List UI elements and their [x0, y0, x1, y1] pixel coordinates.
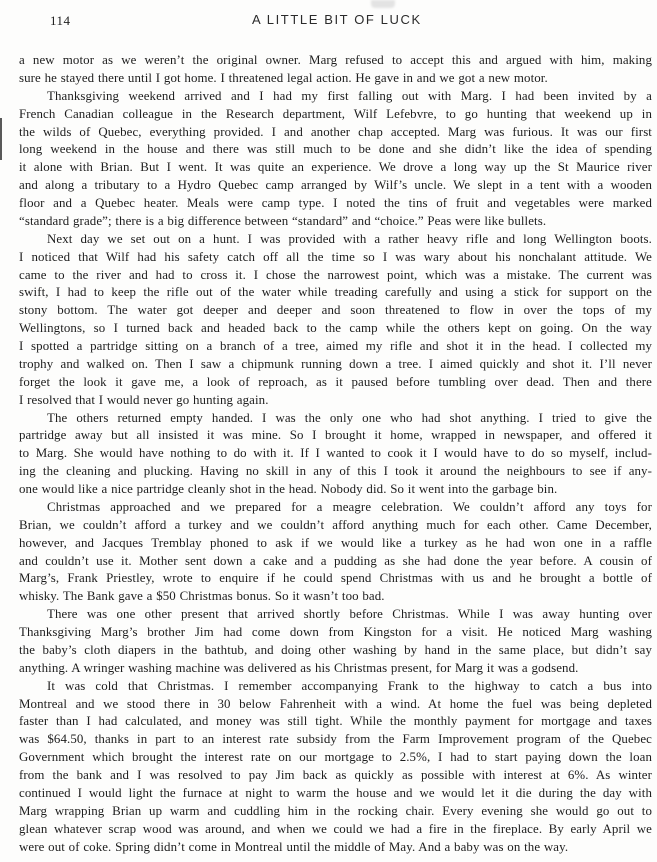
text-line: sure he stayed there until I got home. I threatened legal action. He gave in and we got a new motor.: [19, 70, 548, 85]
page-header: [0, 12, 657, 30]
scan-artifact-left-edge: [0, 118, 2, 160]
text-line: I resolved that I would never go hunting again.: [19, 392, 269, 407]
text-line: I noticed that Wilf had his safety catch off all the time so I was wary about his nonchalant attitude. We: [19, 249, 652, 264]
text-line: I spotted a partridge sitting on a branch of a tree, aimed my rifle and shot it in the head. I collected my: [19, 339, 652, 353]
text-line: whisky. The Bank gave a $50 Christmas bonus. So it wasn’t too bad.: [19, 589, 385, 604]
text-line: long weekend in the house and there was still much to be done and she didn’t like the idea of spending: [19, 142, 652, 157]
text-line: Government which brought the interest rate on our mortgage to 2.5%, I had to start paying down the loan: [19, 750, 652, 765]
scan-artifact-top-smudge: [371, 0, 395, 8]
running-title: A LITTLE BIT OF LUCK: [252, 12, 422, 27]
text-line: faster than I had calculated, and money was still tight. While the monthly payment for mortgage and taxes: [19, 714, 652, 729]
text-line: French Canadian colleague in the Research department, Wilf Lefebvre, to go hunting that weekend up in: [19, 106, 652, 121]
page-body: [19, 52, 652, 856]
text-line: to Marg. She would have nothing to do with it. If I wanted to cook it I would have to do so myself, includ-: [19, 446, 652, 461]
text-line: Thanksgiving Marg’s brother Jim had come down from Kingston for a visit. He noticed Marg washing: [19, 625, 652, 639]
text-line: The others returned empty handed. I was the only one who had shot anything. I tried to give the: [47, 410, 652, 425]
text-line: came to the river and had to cross it. I chose the narrowest point, which was a mistake. The current was: [19, 267, 652, 282]
text-line: Next day we set out on a hunt. I was provided with a rather heavy rifle and long Wellington boots.: [47, 231, 652, 246]
text-line: ing the cleaning and plucking. Having no skill in any of this I took it around the neighbours to see if any-: [19, 464, 652, 479]
text-line: the wilds of Quebec, everything provided. I and another chap accepted. Marg was furious. It was our first: [19, 124, 652, 139]
text-line: trophy and walked on. Then I saw a chipmunk running down a tree. I aimed quickly and shot it. I’ll never: [19, 356, 652, 371]
text-line: and along a tributary to a Hydro Quebec camp arranged by Wilf’s uncle. We slept in a tent with a wooden: [19, 178, 652, 193]
text-line: was $64.50, thanks in part to an interest rate subsidy from the Farm Improvement program of the Quebec: [19, 732, 652, 747]
text-line: “standard grade”; there is a big difference between “standard” and “choice.” Peas were like bullets.: [19, 213, 547, 228]
text-line: the baby’s cloth diapers in the bathtub, and doing other washing by hand in the same place, but didn’t say: [19, 642, 652, 657]
text-line: however, and Jacques Tremblay phoned to ask if we would like a turkey as he had won one in a raffle: [19, 535, 652, 550]
text-line: It was cold that Christmas. I remember accompanying Frank to the highway to catch a bus into: [47, 678, 652, 693]
text-line: There was one other present that arrived shortly before Christmas. While I was away hunting over: [47, 607, 652, 622]
text-line: Christmas approached and we prepared for a meagre celebration. We couldn’t afford any toys for: [47, 499, 652, 514]
text-line: continued I would light the furnace at night to warm the house and we would let it die during the day with: [19, 785, 652, 800]
text-line: from the bank and I was resolved to pay Jim back as quickly as possible with interest at 6%. As winter: [19, 768, 652, 782]
text-line: floor and a Quebec heater. Meals were camp type. I noted the tins of fruit and vegetables were marked: [19, 196, 652, 210]
text-line: Marg’s, Frank Priestley, wrote to enquire if he could spend Christmas with us and he brought a bottle of: [19, 571, 652, 586]
text-line: forget the look it gave me, a look of reproach, as it paused before tumbling over dead. Then and there: [19, 374, 652, 389]
text-line: it alone with Brian. But I went. It was quite an experience. We drove a long way up the St Maurice river: [19, 160, 652, 175]
text-line: anything. A wringer washing machine was delivered as his Christmas present, for Marg it was a godsend.: [19, 660, 579, 675]
page-number: 114: [50, 13, 71, 28]
text-line: Marg wrapping Brian up warm and cuddling him in the rocking chair. Every evening she would go out to: [19, 803, 652, 818]
text-line: one would like a nice partridge cleanly shot in the head. Nobody did. So it went into the garbage bin.: [19, 482, 558, 496]
text-line: and couldn’t use it. Mother sent down a cake and a pudding as she had done the year before. A cousin of: [19, 553, 652, 568]
text-line: Montreal and we stood there in 30 below Fahrenheit with a wind. At home the fuel was being depleted: [19, 696, 652, 711]
text-line: a new motor as we weren’t the original owner. Marg refused to accept this and argued with him, making: [19, 53, 652, 67]
text-line: partridge away but all insisted it was mine. So I brought it home, wrapped in newspaper, and offered it: [19, 428, 652, 443]
text-line: stony bottom. The water got deeper and deeper and soon threatened to flow in over the tops of my: [19, 303, 652, 318]
text-line: were out of coke. Spring didn’t come in Montreal until the middle of May. And a baby was on the way.: [19, 839, 569, 854]
text-line: glean whatever scrap wood was around, and when we could we had a fire in the fireplace. By early April we: [19, 821, 652, 836]
text-line: Brian, we couldn’t afford a turkey and we couldn’t afford anything much for each other. Came December,: [19, 517, 652, 532]
text-line: Thanksgiving weekend arrived and I had my first falling out with Marg. I had been invited by a: [47, 88, 652, 103]
text-line: Wellingtons, so I turned back and headed back to the camp while the others kept on going. On the way: [19, 321, 652, 336]
text-line: swift, I had to keep the rifle out of the water while treading carefully and using a stick for support on the: [19, 285, 652, 300]
